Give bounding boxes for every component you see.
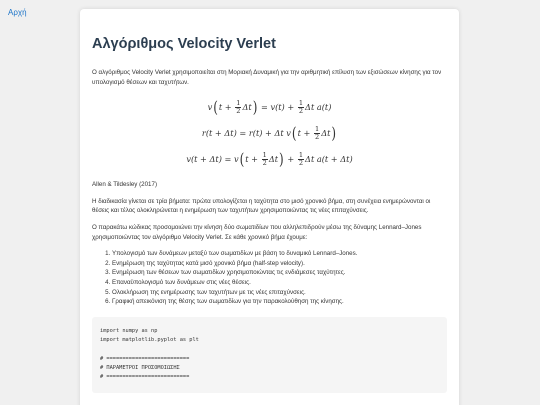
eq3-fraction-2: $\frac{1}{2}$ bbox=[298, 150, 304, 167]
page-title: Αλγόριθμος Velocity Verlet bbox=[92, 36, 276, 52]
list-item: 4. Επαναϋπολογισμό των δυνάμεων στις νέες θέσεις. bbox=[112, 278, 447, 288]
code-line: # ΠΑΡΑΜΕΤΡΟΙ ΠΡΟΣΟΜΟΙΩΣΗΣ bbox=[100, 364, 180, 371]
equations-block bbox=[92, 94, 447, 172]
citation: Allen & Tildesley (2017) bbox=[92, 181, 158, 189]
eq3-fraction: $\frac{1}{2}$ bbox=[262, 150, 267, 167]
steps-list bbox=[112, 249, 447, 307]
eq2-dt: Δt bbox=[321, 128, 331, 139]
eq1-rhs: = v(t) + bbox=[260, 102, 295, 113]
list-item: 5. Ολοκλήρωση της ενημέρωσης των ταχυτήτων με τις νέες επιταχύνσεις. bbox=[112, 288, 447, 298]
list-item: 2. Ενημέρωση της ταχύτητας κατά μισό χρονικό βήμα (half-step velocity). bbox=[112, 259, 447, 269]
equation-half-step-velocity: v ( t + $\frac{1}{2}$ Δt ) = v(t) + $\frac{1}{2}$ Δt a(t) bbox=[207, 97, 332, 117]
eq1-tail: Δt a(t) bbox=[305, 102, 332, 113]
eq3-dt: Δt bbox=[268, 154, 279, 165]
eq2-lhs: r(t + Δt) = r(t) + Δt v bbox=[201, 128, 291, 139]
code-line: # ========================== bbox=[100, 374, 190, 381]
intro-paragraph: Ο αλγόριθμος Velocity Verlet χρησιμοποιείται στη Μοριακή Δυναμική για την αριθμητική επίλυση των εξισώσεων κίνησης για τον υπολογισμό θέσεων και ταχυτήτων. bbox=[92, 69, 442, 86]
equation-full-step-velocity: v(t + Δt) = v ( t + $\frac{1}{2}$ Δt ) + $\frac{1}{2}$ Δt a(t + Δt) bbox=[186, 149, 353, 169]
code-line: import matplotlib.pyplot as plt bbox=[100, 337, 199, 344]
steps-intro-paragraph: Η διαδικασία γίνεται σε τρία βήματα: πρώτα υπολογίζεται η ταχύτητα στο μισό χρονικό βήμα, στη συνέχεια ενημερώνονται οι θέσεις και τέλος ολοκληρώνεται η ενημέρωση των ταχυτήτων χρησιμοποιώντας τις νέες επιταχύνσεις. bbox=[92, 197, 431, 215]
eq1-dt: Δt bbox=[242, 102, 252, 113]
equation-position-update: r(t + Δt) = r(t) + Δt v ( t + $\frac{1}{2}$ Δt ) bbox=[201, 123, 337, 143]
content-card bbox=[80, 9, 459, 405]
list-item: 3. Ενημέρωση των θέσεων των σωματιδίων χρησιμοποιώντας τις ενδιάμεσες ταχύτητες. bbox=[112, 268, 447, 278]
eq3-tail: Δt a(t + Δt) bbox=[305, 154, 353, 165]
eq1-fraction: $\frac{1}{2}$ bbox=[236, 98, 241, 115]
eq1-t: t + bbox=[218, 102, 232, 113]
code-intro-paragraph: Ο παρακάτω κώδικας προσομοιώνει την κίνηση δύο σωματιδίων που αλληλεπιδρούν μέσω της δύναμης Lennard–Jones χρησιμοποιώντας τον αλγόριθμο Velocity Verlet. Σε κάθε χρονικό βήμα έχουμε: bbox=[92, 224, 422, 241]
code-line: # ========================== bbox=[100, 355, 190, 362]
code-line: import numpy as np bbox=[100, 327, 158, 334]
eq3-lhs: v(t + Δt) = v bbox=[186, 154, 239, 165]
eq1-fraction-2: $\frac{1}{2}$ bbox=[298, 98, 304, 115]
list-item: 1. Υπολογισμό των δυνάμεων μεταξύ των σωματιδίων με βάση το δυναμικό Lennard–Jones. bbox=[112, 249, 447, 259]
list-item: 6. Γραφική απεικόνιση της θέσης των σωματιδίων για την παρακολούθηση της κίνησης. bbox=[112, 297, 447, 307]
eq3-t: t + bbox=[245, 154, 259, 165]
eq1-v: v bbox=[207, 102, 213, 113]
home-link[interactable]: Αρχή bbox=[8, 8, 27, 17]
code-block bbox=[92, 317, 447, 393]
eq2-fraction: $\frac{1}{2}$ bbox=[314, 124, 320, 141]
eq2-t: t + bbox=[297, 128, 311, 139]
eq3-plus: + bbox=[287, 154, 295, 165]
